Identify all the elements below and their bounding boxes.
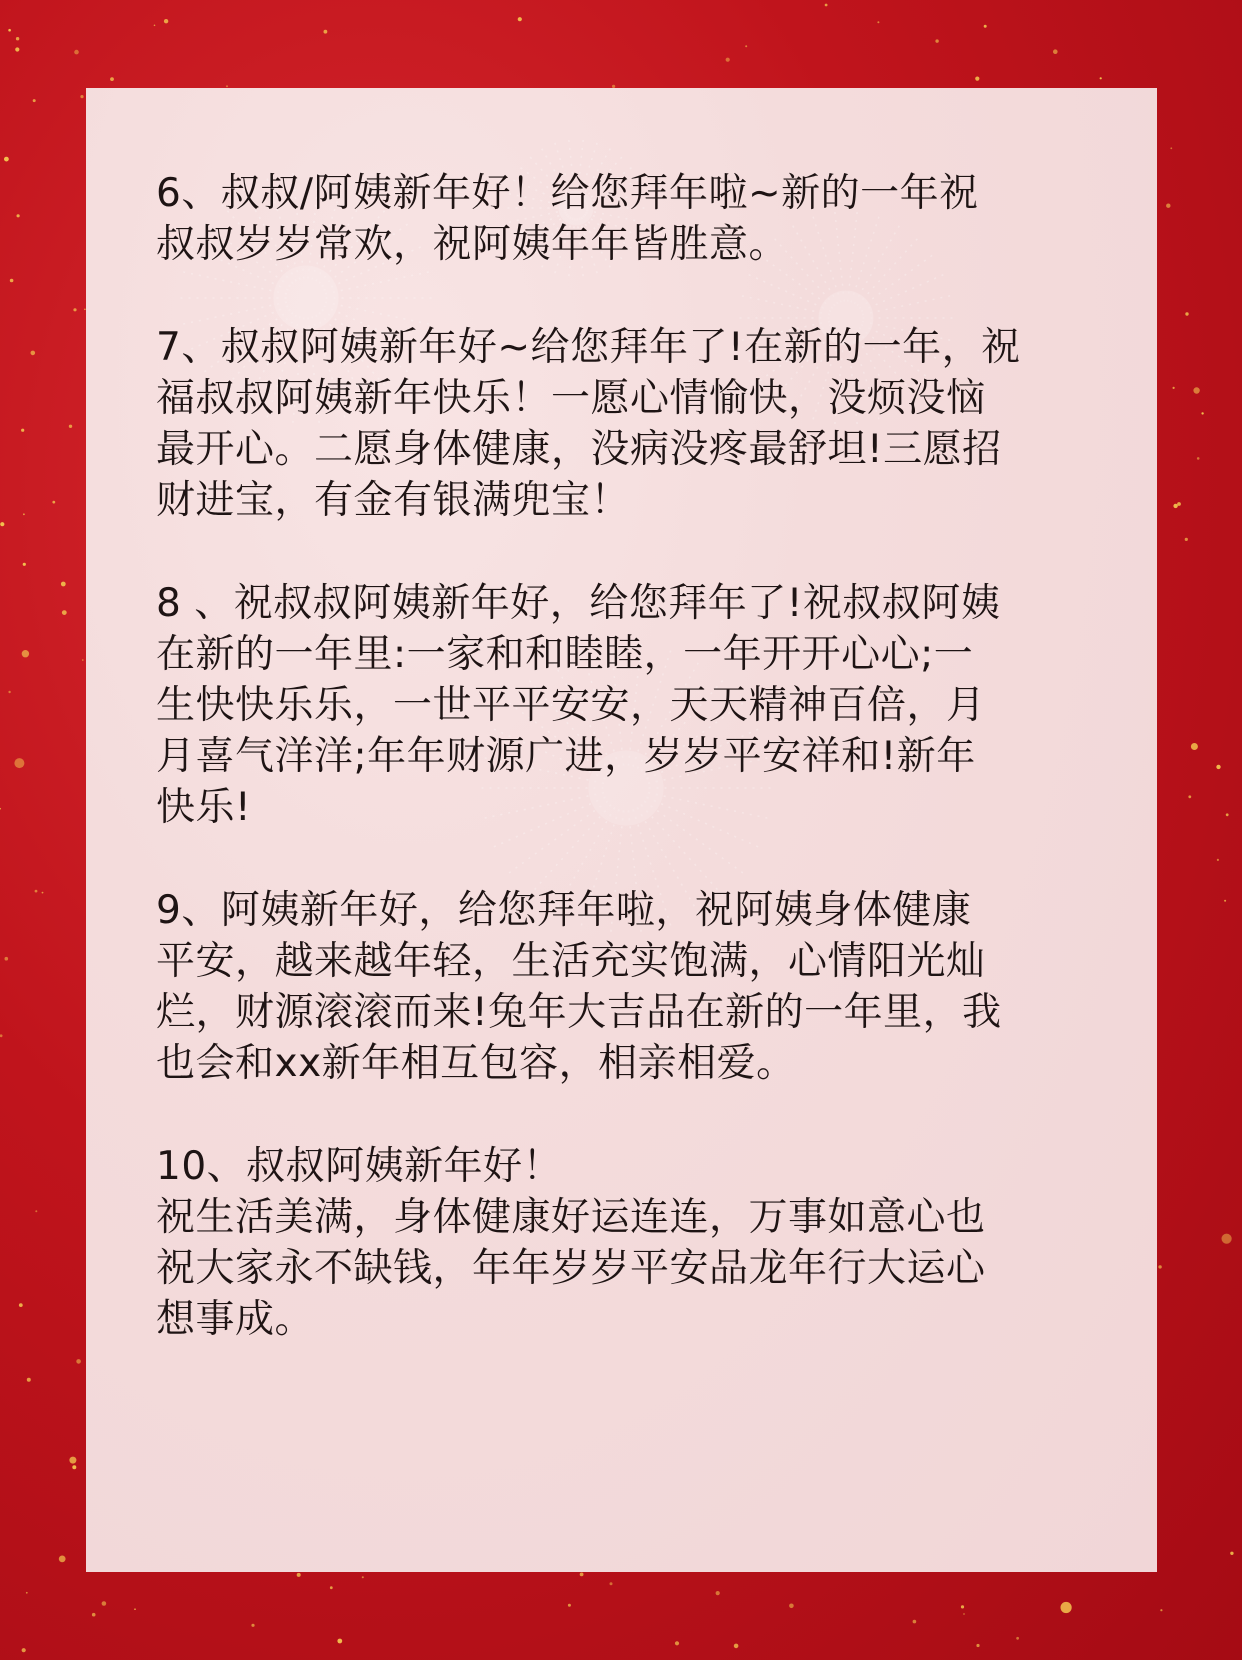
greeting-paragraph <box>156 168 1116 270</box>
greeting-paragraph <box>156 578 1116 833</box>
greeting-line: 月喜气洋洋;年年财源广进，岁岁平安祥和!新年 <box>156 734 976 779</box>
greeting-line: 生快快乐乐，一世平平安安，天天精神百倍，月 <box>156 683 986 728</box>
greeting-line: 7、叔叔阿姨新年好~给您拜年了!在新的一年，祝 <box>156 325 1021 370</box>
greeting-line: 快乐! <box>156 785 252 830</box>
greeting-line: 10、叔叔阿姨新年好！ <box>156 1144 563 1189</box>
greeting-paragraph <box>156 322 1116 526</box>
greeting-text-list <box>156 168 1116 1397</box>
greeting-line: 祝大家永不缺钱，年年岁岁平安品龙年行大运心 <box>156 1246 986 1291</box>
greeting-paragraph <box>156 885 1116 1089</box>
greeting-line: 8 、祝叔叔阿姨新年好，给您拜年了!祝叔叔阿姨 <box>156 581 1001 626</box>
greeting-line: 想事成。 <box>156 1297 315 1342</box>
greeting-line: 财进宝，有金有银满兜宝！ <box>156 478 631 523</box>
greeting-line: 6、叔叔/阿姨新年好！给您拜年啦~新的一年祝 <box>156 171 979 216</box>
greeting-line: 最开心。二愿身体健康，没病没疼最舒坦!三愿招 <box>156 427 1002 472</box>
greeting-card-panel <box>86 88 1157 1572</box>
greeting-line: 在新的一年里:一家和和睦睦，一年开开心心;一 <box>156 632 974 677</box>
greeting-line: 平安，越来越年轻，生活充实饱满，心情阳光灿 <box>156 939 986 984</box>
greeting-line: 烂，财源滚滚而来!兔年大吉品在新的一年里，我 <box>156 990 1002 1035</box>
greeting-line: 福叔叔阿姨新年快乐！一愿心情愉快，没烦没恼 <box>156 376 986 421</box>
greeting-line: 也会和xx新年相互包容，相亲相爱。 <box>156 1041 796 1086</box>
greeting-line: 9、阿姨新年好，给您拜年啦，祝阿姨身体健康 <box>156 888 972 933</box>
greeting-line: 祝生活美满，身体健康好运连连，万事如意心也 <box>156 1195 986 1240</box>
greeting-line: 叔叔岁岁常欢，祝阿姨年年皆胜意。 <box>156 222 789 267</box>
greeting-paragraph <box>156 1141 1116 1345</box>
